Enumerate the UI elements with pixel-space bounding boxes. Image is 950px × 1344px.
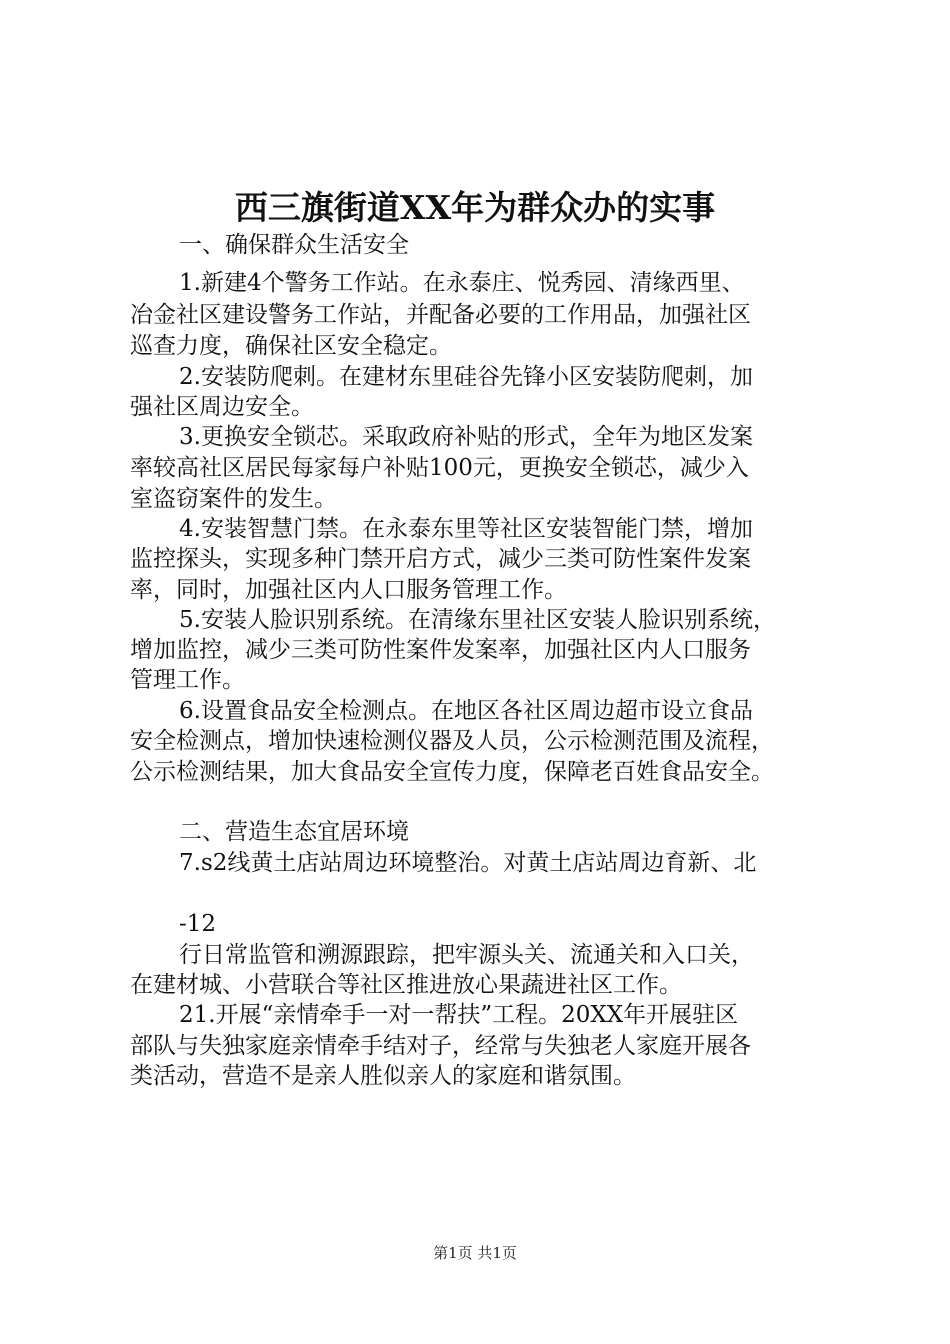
paragraph-line: 21.开展“亲情牵手一对一帮扶”工程。20XX年开展驻区 [179,1002,739,1028]
page-fragment-marker: -12 [179,911,217,937]
paragraph-line: 3.更换安全锁芯。采取政府补贴的形式，全年为地区发案 [179,424,753,450]
paragraph-line: 5.安装人脸识别系统。在清缘东里社区安装人脸识别系统， [179,607,776,633]
paragraph-line: 4.安装智慧门禁。在永泰东里等社区安装智能门禁，增加 [179,516,753,542]
paragraph-line: 2.安装防爬刺。在建材东里硅谷先锋小区安装防爬刺，加 [179,364,753,390]
paragraph-line: 在建材城、小营联合等社区推进放心果蔬进社区工作。 [130,972,682,998]
section-heading: 二、营造生态宜居环境 [179,819,409,845]
paragraph-line: 类活动，营造不是亲人胜似亲人的家庭和谐氛围。 [130,1063,636,1089]
paragraph-line: 管理工作。 [130,667,245,693]
paragraph-line: 6.设置食品安全检测点。在地区各社区周边超市设立食品 [179,698,753,724]
paragraph-line: 行日常监管和溯源跟踪，把牢源头关、流通关和入口关， [179,942,754,968]
paragraph-line: 强社区周边安全。 [130,394,314,420]
paragraph-line: 室盗窃案件的发生。 [130,486,337,512]
paragraph-line: 7.s2线黄土店站周边环境整治。对黄土店站周边育新、北 [179,850,757,876]
document-title: 西三旗街道XX年为群众办的实事 [234,188,716,227]
paragraph-line: 监控探头，实现多种门禁开启方式，减少三类可防性案件发案 [130,546,751,572]
paragraph-line: 公示检测结果，加大食品安全宣传力度，保障老百姓食品安全。 [130,759,774,785]
paragraph-line: 率较高社区居民每家每户补贴100元，更换安全锁芯，减少入 [130,455,749,481]
paragraph-line: 巡查力度，确保社区安全稳定。 [130,333,452,359]
paragraph-line: 冶金社区建设警务工作站，并配备必要的工作用品，加强社区 [130,302,751,328]
section-heading: 一、确保群众生活安全 [179,232,409,258]
paragraph-line: 1.新建4个警务工作站。在永泰庄、悦秀园、清缘西里、 [179,270,745,296]
page-footer: 第1页 共1页 [433,1244,517,1262]
paragraph-line: 安全检测点，增加快速检测仪器及人员，公示检测范围及流程， [130,728,774,754]
paragraph-line: 率，同时，加强社区内人口服务管理工作。 [130,577,567,603]
paragraph-line: 增加监控，减少三类可防性案件发案率，加强社区内人口服务 [130,637,751,663]
paragraph-line: 部队与失独家庭亲情牵手结对子，经常与失独老人家庭开展各 [130,1033,751,1059]
